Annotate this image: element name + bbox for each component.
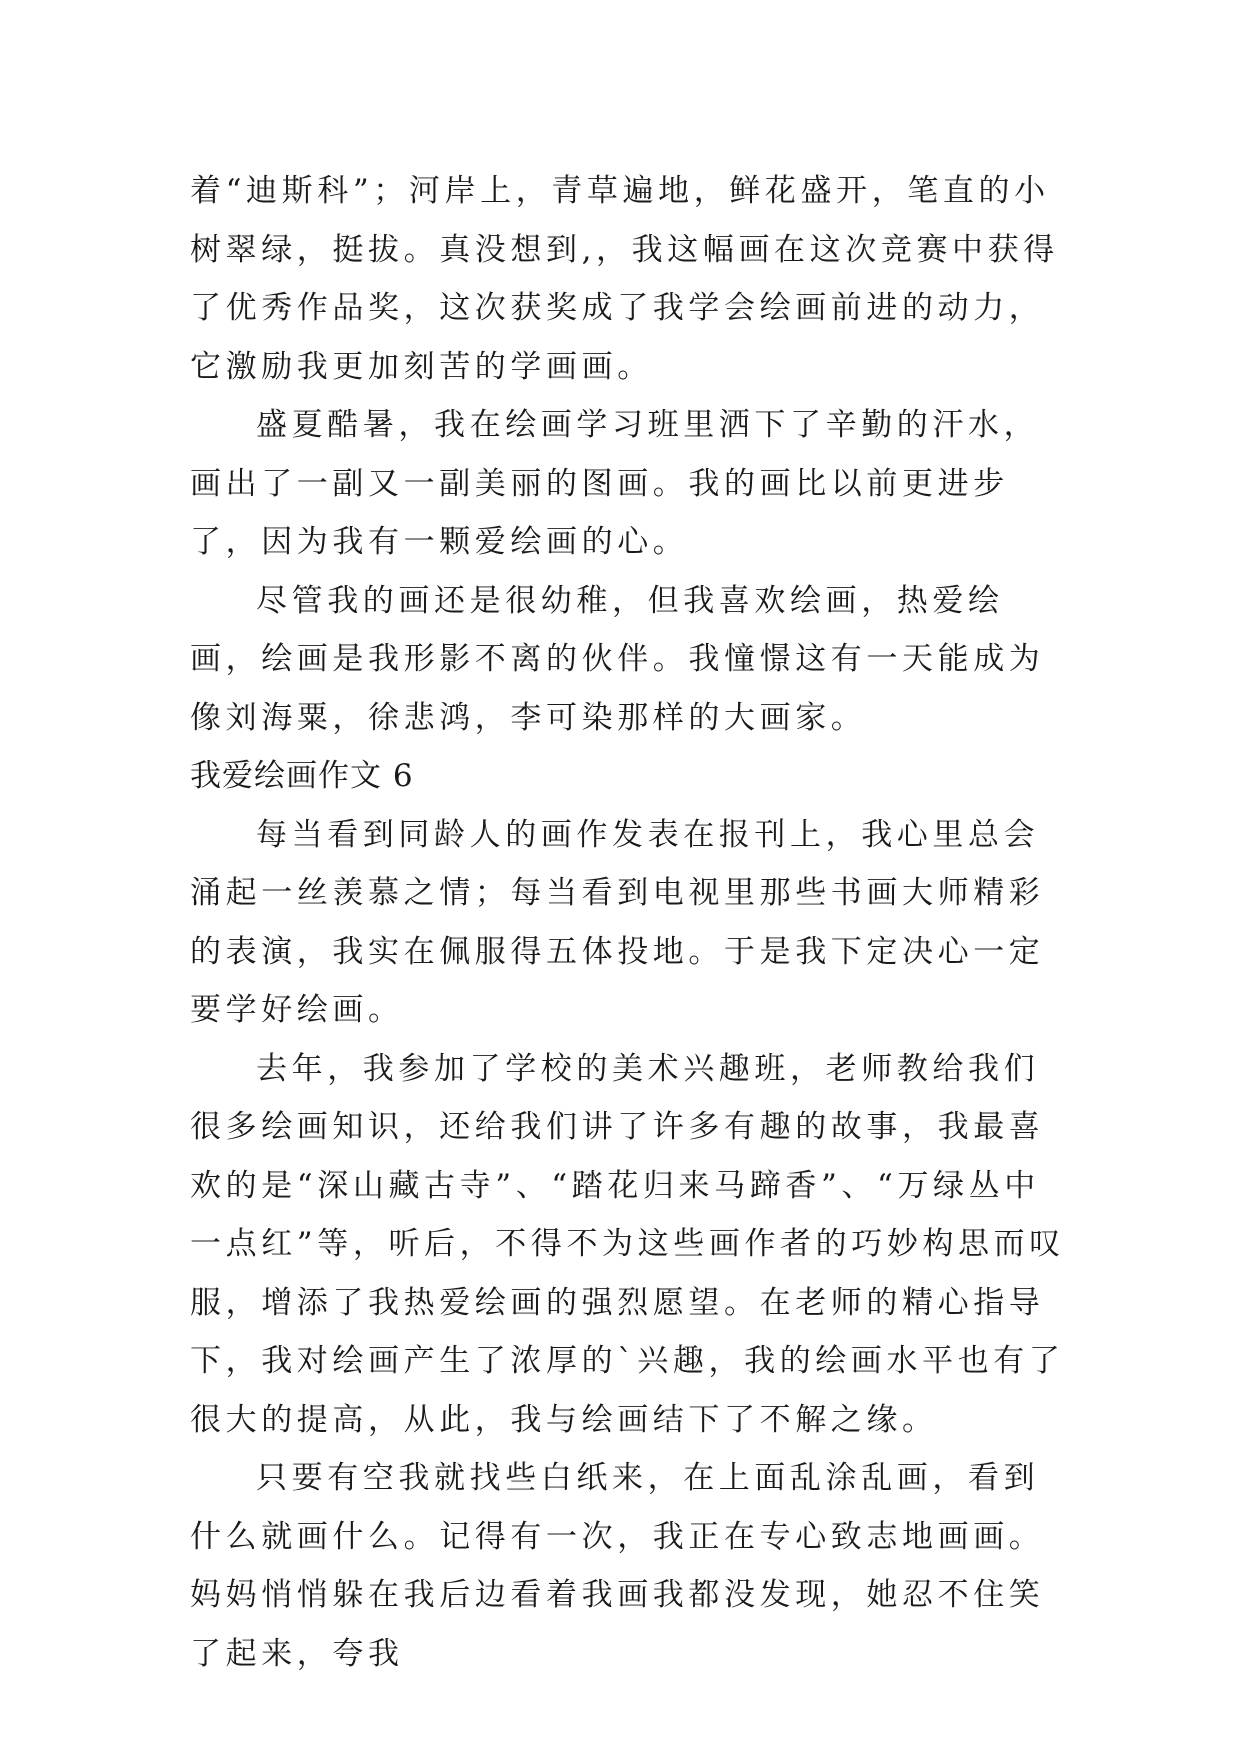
paragraph: 去年，我参加了学校的美术兴趣班，老师教给我们很多绘画知识，还给我们讲了许多有趣的故事，我最喜欢的是“深山藏古寺”、“踏花归来马蹄香”、“万绿丛中一点红”等，听后，不得不为这些画作者的巧妙构思而叹服，增添了我热爱绘画的强烈愿望。在老师的精心指导下，我对绘画产生了浓厚的`兴趣，我的绘画水平也有了很大的提高，从此，我与绘画结下了不解之缘。 bbox=[190, 1050, 1065, 1438]
paragraph-continued: 着“迪斯科”；河岸上，青草遍地，鲜花盛开，笔直的小树翠绿，挺拔。真没想到,，我这幅画在这次竞赛中获得了优秀作品奖，这次获奖成了我学会绘画前进的动力，它激励我更加刻苦的学画画。 bbox=[190, 173, 1059, 385]
document-body bbox=[190, 162, 1066, 1683]
essay-heading: 我爱绘画作文 6 bbox=[190, 758, 414, 794]
paragraph: 尽管我的画还是很幼稚，但我喜欢绘画，热爱绘画，绘画是我形影不离的伙伴。我憧憬这有一天能成为像刘海粟，徐悲鸿，李可染那样的大画家。 bbox=[190, 582, 1045, 736]
paragraph: 每当看到同龄人的画作发表在报刊上，我心里总会涌起一丝羡慕之情；每当看到电视里那些书画大师精彩的表演，我实在佩服得五体投地。于是我下定决心一定要学好绘画。 bbox=[190, 816, 1045, 1028]
paragraph: 盛夏酷暑，我在绘画学习班里洒下了辛勤的汗水，画出了一副又一副美丽的图画。我的画比以前更进步了，因为我有一颗爱绘画的心。 bbox=[190, 407, 1040, 560]
paragraph: 只要有空我就找些白纸来，在上面乱涂乱画，看到什么就画什么。记得有一次，我正在专心致志地画画。妈妈悄悄躲在我后边看着我画我都没发现，她忍不住笑了起来，夸我 bbox=[190, 1460, 1045, 1672]
